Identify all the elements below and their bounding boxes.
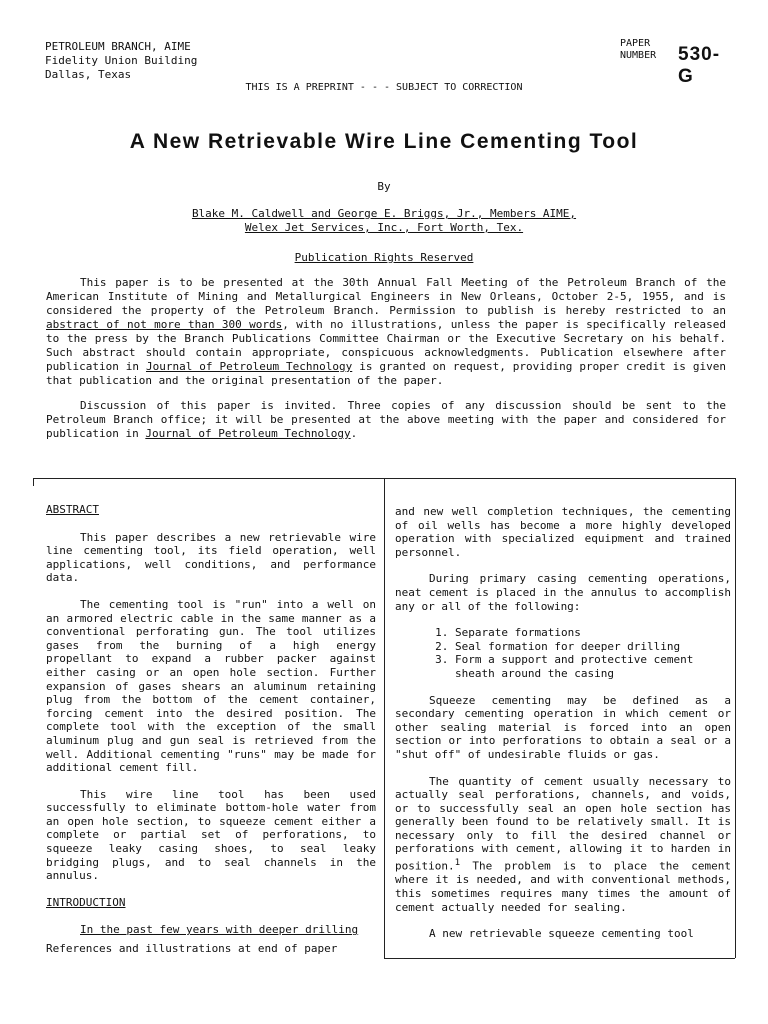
right-paragraph-3: Squeeze cementing may be defined as a secondary cementing operation in which cement or other sealing material is forced into an open section or into perforations to obtain a seal or a "shut off" of undesirable fluids or gas. <box>395 693 731 761</box>
box-corner-mark <box>33 478 34 486</box>
terms-text-2: , with no illustrations, unless the paper is specifically released to the press by the Branch Publications Committee Chairman or the Executive Secretary on his behalf. Such abstract should contain appropriate, conspicuous acknowledgments. Publication elsewhere after publication in <box>46 318 726 373</box>
paper-title: A New Retrievable Wire Line Cementing Tool <box>129 130 639 153</box>
publication-rights: Publication Rights Reserved <box>294 251 474 264</box>
abstract-limit: abstract of not more than 300 words <box>46 318 283 331</box>
org-line-2: Fidelity Union Building <box>45 54 198 67</box>
list-item: 1. Separate formations <box>455 626 731 640</box>
org-line-3: Dallas, Texas <box>45 68 132 81</box>
left-column <box>46 503 376 937</box>
paragraph-4-text: The quantity of cement usually necessary to actually seal perforations, channels, and voids, or to successfully seal an open hole section has generally been found to be relatively small. It is necessary only to fill the desired channel or perforations with cement, allowing it to harden in position. <box>395 774 731 873</box>
reference-superscript: 1 <box>454 857 461 869</box>
authors-names: Blake M. Caldwell and George E. Briggs, Jr., Members AIME, <box>191 207 577 220</box>
column-divider <box>384 478 385 958</box>
terms-text-3: is granted on request, providing proper credit is given that publication and the original presentation of the paper. <box>46 360 726 387</box>
paper-number-block <box>620 38 721 87</box>
by-line: By <box>377 180 391 193</box>
right-paragraph-5: A new retrievable squeeze cementing tool <box>429 927 694 941</box>
abstract-paragraph-3: This wire line tool has been used successfully to eliminate bottom-hole water from an open hole section, to squeeze cement either a complete or partial set of perforations, to squeeze leaky casing shoes, to seal leaky bridging plugs, and to seal channels in the annulus. <box>46 787 376 883</box>
preprint-terms <box>46 276 726 452</box>
box-right-rule <box>735 478 736 958</box>
abstract-heading: ABSTRACT <box>46 503 99 516</box>
right-column <box>395 505 731 954</box>
paragraph-4-text-2: The problem is to place the cement where it is needed, and with conventional methods, this sometimes requires many times the amount of cement actually needed for sealing. <box>395 859 731 914</box>
discussion-end: . <box>350 427 358 440</box>
introduction-heading: INTRODUCTION <box>46 895 126 909</box>
introduction-first-line: In the past few years with deeper drilling <box>80 923 359 937</box>
terms-paragraph <box>46 276 726 388</box>
authors-affiliation: Welex Jet Services, Inc., Fort Worth, Tex. <box>244 221 524 234</box>
right-paragraph-4 <box>395 775 731 915</box>
purposes-list <box>395 626 731 680</box>
footnote: References and illustrations at end of paper <box>46 942 338 955</box>
organization-address <box>45 40 197 82</box>
journal-name-2: Journal of Petroleum Technology <box>145 427 351 440</box>
discussion-text: Discussion of this paper is invited. Three copies of any discussion should be sent to the Petroleum Branch office; it will be presented at the above meeting with the paper and considered for publication in <box>46 399 726 440</box>
discussion-paragraph <box>46 399 726 441</box>
list-item: 3. Form a support and protective cement sheath around the casing <box>455 653 731 680</box>
right-paragraph-2: During primary casing cementing operations, neat cement is placed in the annulus to accomplish any or all of the following: <box>395 572 731 613</box>
preprint-notice: THIS IS A PREPRINT - - - SUBJECT TO CORRECTION <box>245 82 523 93</box>
journal-name: Journal of Petroleum Technology <box>145 360 353 373</box>
abstract-paragraph-1: This paper describes a new retrievable wire line cementing tool, its field operation, well applications, well conditions, and performance data. <box>46 530 376 585</box>
paper-label: PAPER <box>620 38 651 49</box>
paper-number: 530-G <box>678 44 721 87</box>
number-label: NUMBER <box>620 50 657 61</box>
org-line-1: PETROLEUM BRANCH, AIME <box>45 40 191 53</box>
box-bottom-rule <box>384 958 735 959</box>
authors <box>0 207 768 235</box>
list-item: 2. Seal formation for deeper drilling <box>455 640 731 654</box>
terms-text: This paper is to be presented at the 30th Annual Fall Meeting of the Petroleum Branch of the American Institute of Mining and Metallurgical Engineers in New Orleans, October 2-5, 1955, and is considered the property of the Petroleum Branch. Permission to publish is hereby restricted to an <box>46 276 726 317</box>
right-paragraph-1: and new well completion techniques, the cementing of oil wells has become a more highly developed operation with specialized equipment and trained personnel. <box>395 505 731 559</box>
abstract-paragraph-2: The cementing tool is "run" into a well on an armored electric cable in the same manner as a conventional perforating gun. The tool utilizes gases from the burning of a high energy propellant to expand a rubber packer against either casing or an open hole section. Further expansion of gases shears an aluminum retaining plug from the bottom of the cement container, forcing cement into the desired position. The complete tool with the exception of the small aluminum plug and gun seal is retrieved from the well. Additional cementing "runs" may be made for additional cement fill. <box>46 597 376 775</box>
